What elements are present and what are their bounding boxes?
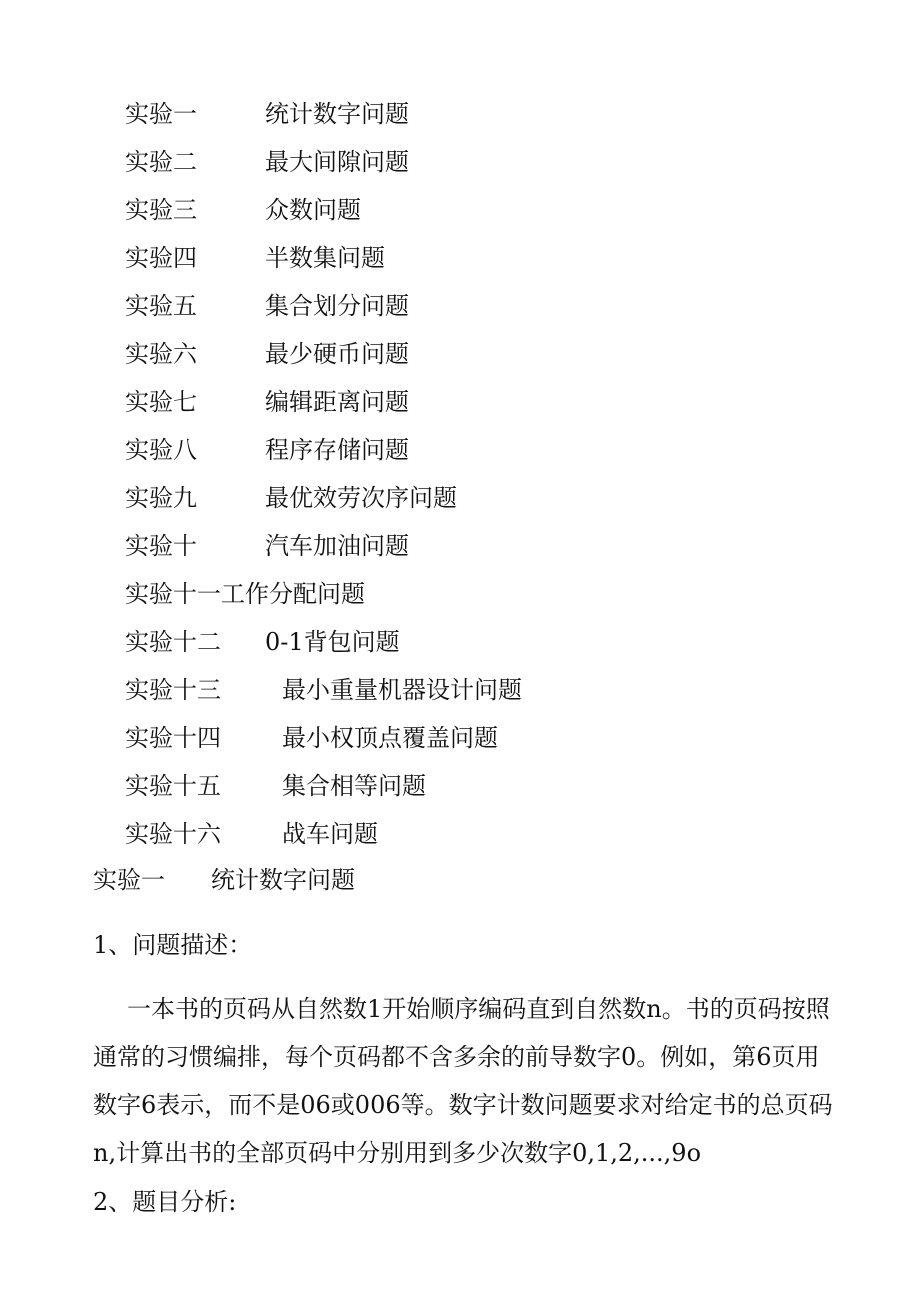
section-title: 统计数字问题 — [211, 866, 355, 894]
toc-item-14 — [125, 714, 825, 762]
toc-item-title: 程序存储问题 — [265, 436, 409, 464]
toc-item-number: 实验一 — [125, 100, 197, 128]
toc-item-number: 实验十三 — [125, 676, 221, 704]
toc-item-number: 实验九 — [125, 484, 197, 512]
toc-item-number: 实验十 — [125, 532, 197, 560]
toc-item-number: 实验八 — [125, 436, 197, 464]
toc-item-number: 实验五 — [125, 292, 197, 320]
toc-item-4 — [125, 234, 825, 282]
toc-item-number: 实验十一 — [125, 580, 221, 608]
table-of-contents — [125, 90, 825, 858]
toc-item-5 — [125, 282, 825, 330]
toc-item-title: 最优效劳次序问题 — [265, 484, 457, 512]
toc-item-title: 最小重量机器设计问题 — [282, 676, 522, 704]
problem-paragraph: 一本书的页码从自然数1开始顺序编码直到自然数n。书的页码按照通常的习惯编排，每个页码都不含多余的前导数字0。例如，第6页用数字6表示，而不是06或006等。数字计数问题要求对给定书的总页码n,计算出书的全部页码中分别用到多少次数字0,1,2,...,9o — [93, 995, 833, 1167]
toc-item-title: 编辑距离问题 — [265, 388, 409, 416]
toc-item-title: 0-1背包问题 — [265, 628, 400, 656]
subheading-problem-analysis: 2、题目分析: — [93, 1188, 237, 1216]
toc-item-8 — [125, 426, 825, 474]
toc-item-1 — [125, 90, 825, 138]
toc-item-number: 实验七 — [125, 388, 197, 416]
toc-item-number: 实验三 — [125, 196, 197, 224]
toc-item-title: 半数集问题 — [265, 244, 385, 272]
toc-item-number: 实验十六 — [125, 820, 221, 848]
toc-item-number: 实验十二 — [125, 628, 221, 656]
toc-item-number: 实验十四 — [125, 724, 221, 752]
toc-item-13 — [125, 666, 825, 714]
toc-item-12 — [125, 618, 825, 666]
toc-item-11 — [125, 570, 825, 618]
toc-item-6 — [125, 330, 825, 378]
toc-item-15 — [125, 762, 825, 810]
toc-item-title: 战车问题 — [282, 820, 378, 848]
toc-item-title: 工作分配问题 — [221, 580, 365, 608]
toc-item-number: 实验二 — [125, 148, 197, 176]
toc-item-9 — [125, 474, 825, 522]
toc-item-title: 统计数字问题 — [265, 100, 409, 128]
toc-item-title: 集合划分问题 — [265, 292, 409, 320]
toc-item-title: 最小权顶点覆盖问题 — [282, 724, 498, 752]
toc-item-10 — [125, 522, 825, 570]
section-number: 实验一 — [93, 866, 165, 894]
toc-item-title: 汽车加油问题 — [265, 532, 409, 560]
toc-item-title: 最大间隙问题 — [265, 148, 409, 176]
toc-item-title: 最少硬币问题 — [265, 340, 409, 368]
toc-item-7 — [125, 378, 825, 426]
subheading-problem-description: 1、问题描述： — [93, 931, 253, 959]
toc-item-2 — [125, 138, 825, 186]
toc-item-title: 众数问题 — [265, 196, 361, 224]
toc-item-number: 实验四 — [125, 244, 197, 272]
toc-item-3 — [125, 186, 825, 234]
toc-item-16 — [125, 810, 825, 858]
toc-item-title: 集合相等问题 — [282, 772, 426, 800]
section-heading — [93, 860, 355, 895]
toc-item-number: 实验十五 — [125, 772, 221, 800]
toc-item-number: 实验六 — [125, 340, 197, 368]
